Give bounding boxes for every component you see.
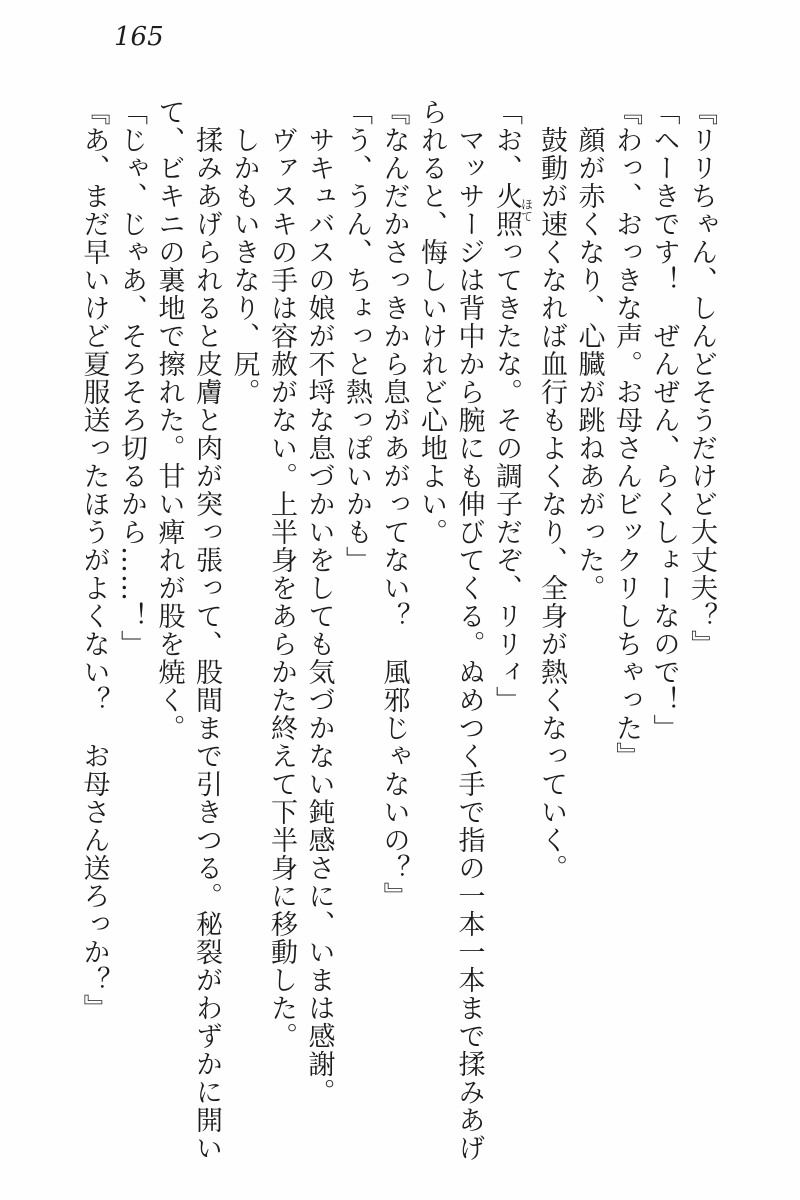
text-line-16: 「じゃ、じゃあ、そろそろ切るから……！」 [116, 98, 147, 658]
text-line-9: 『なんだかさっきから息があがってない？ 風邪じゃないの？』 [378, 98, 410, 910]
text-line-8: られると、悔しいけれど心地よい。 [416, 98, 447, 546]
text-line-14: 揉みあげられると皮膚と肉が突っ張って、股間まで引きつる。秘裂がわずかに開い [191, 126, 222, 1162]
text-line-10: 「う、うん、ちょっと熱っぽいかも」 [341, 98, 372, 574]
ruby-annotated-word: 火照ほて [491, 182, 534, 238]
page-number: 165 [114, 22, 164, 52]
text-line-15: て、ビキニの裏地で擦れた。甘い痺れが股を焼く。 [153, 98, 185, 742]
text-line-4: 顔が赤くなり、心臓が跳ねあがった。 [573, 126, 605, 602]
text-line-17: 『あ、まだ早いけど夏服送ったほうがよくない？ お母さん送ろっか？』 [78, 98, 110, 1022]
text-line-2: 「ヘーきです！ ぜんぜん、らくしょーなので！」 [648, 98, 680, 742]
text-line-5: 鼓動が速くなれば血行もよくなり、全身が熱くなっていく。 [536, 126, 567, 882]
text-line-1: 『リリちゃん、しんどそうだけど大丈夫？』 [686, 98, 717, 658]
text-line-12: ヴァスキの手は容赦がない。上半身をあらかた終えて下半身に移動した。 [266, 126, 297, 1050]
text-line-13: しかもいきなり、尻。 [228, 126, 260, 406]
text-line-7: マッサージは背中から腕にも伸びてくる。ぬめつく手で指の一本一本まで揉みあげ [453, 126, 485, 1162]
text-line-6: 「お、火照ほてってきたな。その調子だぞ、リリィ」 [491, 98, 534, 714]
text-line-11: サキュバスの娘が不埒な息づかいをしても気づかない鈍感さに、いまは感謝。 [303, 126, 335, 1106]
text-block [75, 98, 720, 1166]
text-line-3: 『わっ、おっきな声。お母さんビックリしちゃった』 [611, 98, 642, 770]
